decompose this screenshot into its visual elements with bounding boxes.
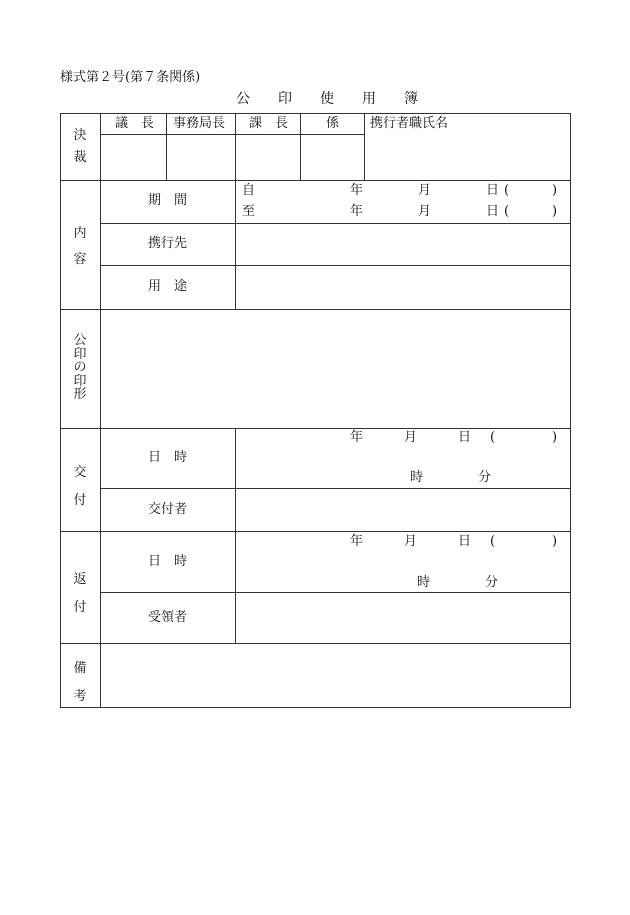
divider xyxy=(100,488,571,489)
divider xyxy=(100,223,571,224)
column-header-staff: 係 xyxy=(326,116,340,131)
divider xyxy=(60,180,571,181)
period-to-year: 年 xyxy=(350,204,364,219)
period-to-day: 日 xyxy=(486,204,500,219)
border-right xyxy=(570,113,571,708)
section-label-henpu: 返付 xyxy=(73,572,87,615)
period-from-year: 年 xyxy=(350,183,364,198)
purpose-label: 用 途 xyxy=(148,279,188,294)
border-top xyxy=(60,113,571,114)
issue-day: 日 xyxy=(458,430,472,445)
return-hour: 時 xyxy=(417,575,431,590)
period-from-day: 日 xyxy=(486,183,500,198)
section-column-divider xyxy=(100,113,101,708)
issue-paren-close: ) xyxy=(552,430,558,445)
column-header-section-chief: 課 長 xyxy=(249,116,289,131)
issue-paren-open: ( xyxy=(490,430,496,445)
period-to-month: 月 xyxy=(418,204,432,219)
section-label-seal-impression: 公印の印形 xyxy=(73,333,87,402)
divider xyxy=(166,113,167,180)
issue-minute: 分 xyxy=(478,470,492,485)
period-to-paren-close: ) xyxy=(552,204,558,219)
divider xyxy=(100,265,571,266)
period-from-month: 月 xyxy=(418,183,432,198)
divider xyxy=(60,643,571,644)
issue-month: 月 xyxy=(404,430,418,445)
page-title: 公 印 使 用 簿 xyxy=(236,91,418,107)
section-label-koufu: 交付 xyxy=(73,465,87,508)
form-number-label: 様式第２号(第７条関係) xyxy=(60,70,201,85)
column-header-chairman: 議 長 xyxy=(115,116,155,131)
issuer-label: 交付者 xyxy=(148,502,188,517)
issue-year: 年 xyxy=(350,430,364,445)
section-label-bikou: 備考 xyxy=(73,661,87,704)
section-label-kessai: 決裁 xyxy=(73,128,87,165)
period-from-paren-close: ) xyxy=(552,183,558,198)
divider xyxy=(235,428,236,643)
period-to-prefix: 至 xyxy=(242,204,256,219)
return-datetime-label: 日 時 xyxy=(148,554,188,569)
divider xyxy=(60,309,571,310)
return-day: 日 xyxy=(458,534,472,549)
divider xyxy=(300,113,301,180)
issue-hour: 時 xyxy=(410,470,424,485)
column-header-secretary-general: 事務局長 xyxy=(173,116,226,131)
return-minute: 分 xyxy=(485,575,499,590)
column-header-carrier-name: 携行者職氏名 xyxy=(370,116,449,131)
period-to-paren-open: ( xyxy=(504,204,510,219)
destination-label: 携行先 xyxy=(148,236,188,251)
return-paren-close: ) xyxy=(552,534,558,549)
divider xyxy=(100,134,364,135)
border-left xyxy=(60,113,61,708)
divider xyxy=(235,113,236,309)
return-year: 年 xyxy=(350,534,364,549)
receiver-label: 受領者 xyxy=(148,610,188,625)
section-label-naiyou: 内容 xyxy=(73,226,87,267)
seal-usage-register-table xyxy=(60,113,571,708)
period-from-prefix: 自 xyxy=(242,183,256,198)
return-paren-open: ( xyxy=(490,534,496,549)
divider xyxy=(60,531,571,532)
divider xyxy=(364,113,365,180)
period-label: 期 間 xyxy=(148,193,188,208)
period-from-paren-open: ( xyxy=(504,183,510,198)
border-bottom xyxy=(60,707,571,708)
divider xyxy=(100,592,571,593)
return-month: 月 xyxy=(404,534,418,549)
divider xyxy=(60,428,571,429)
issue-datetime-label: 日 時 xyxy=(148,450,188,465)
